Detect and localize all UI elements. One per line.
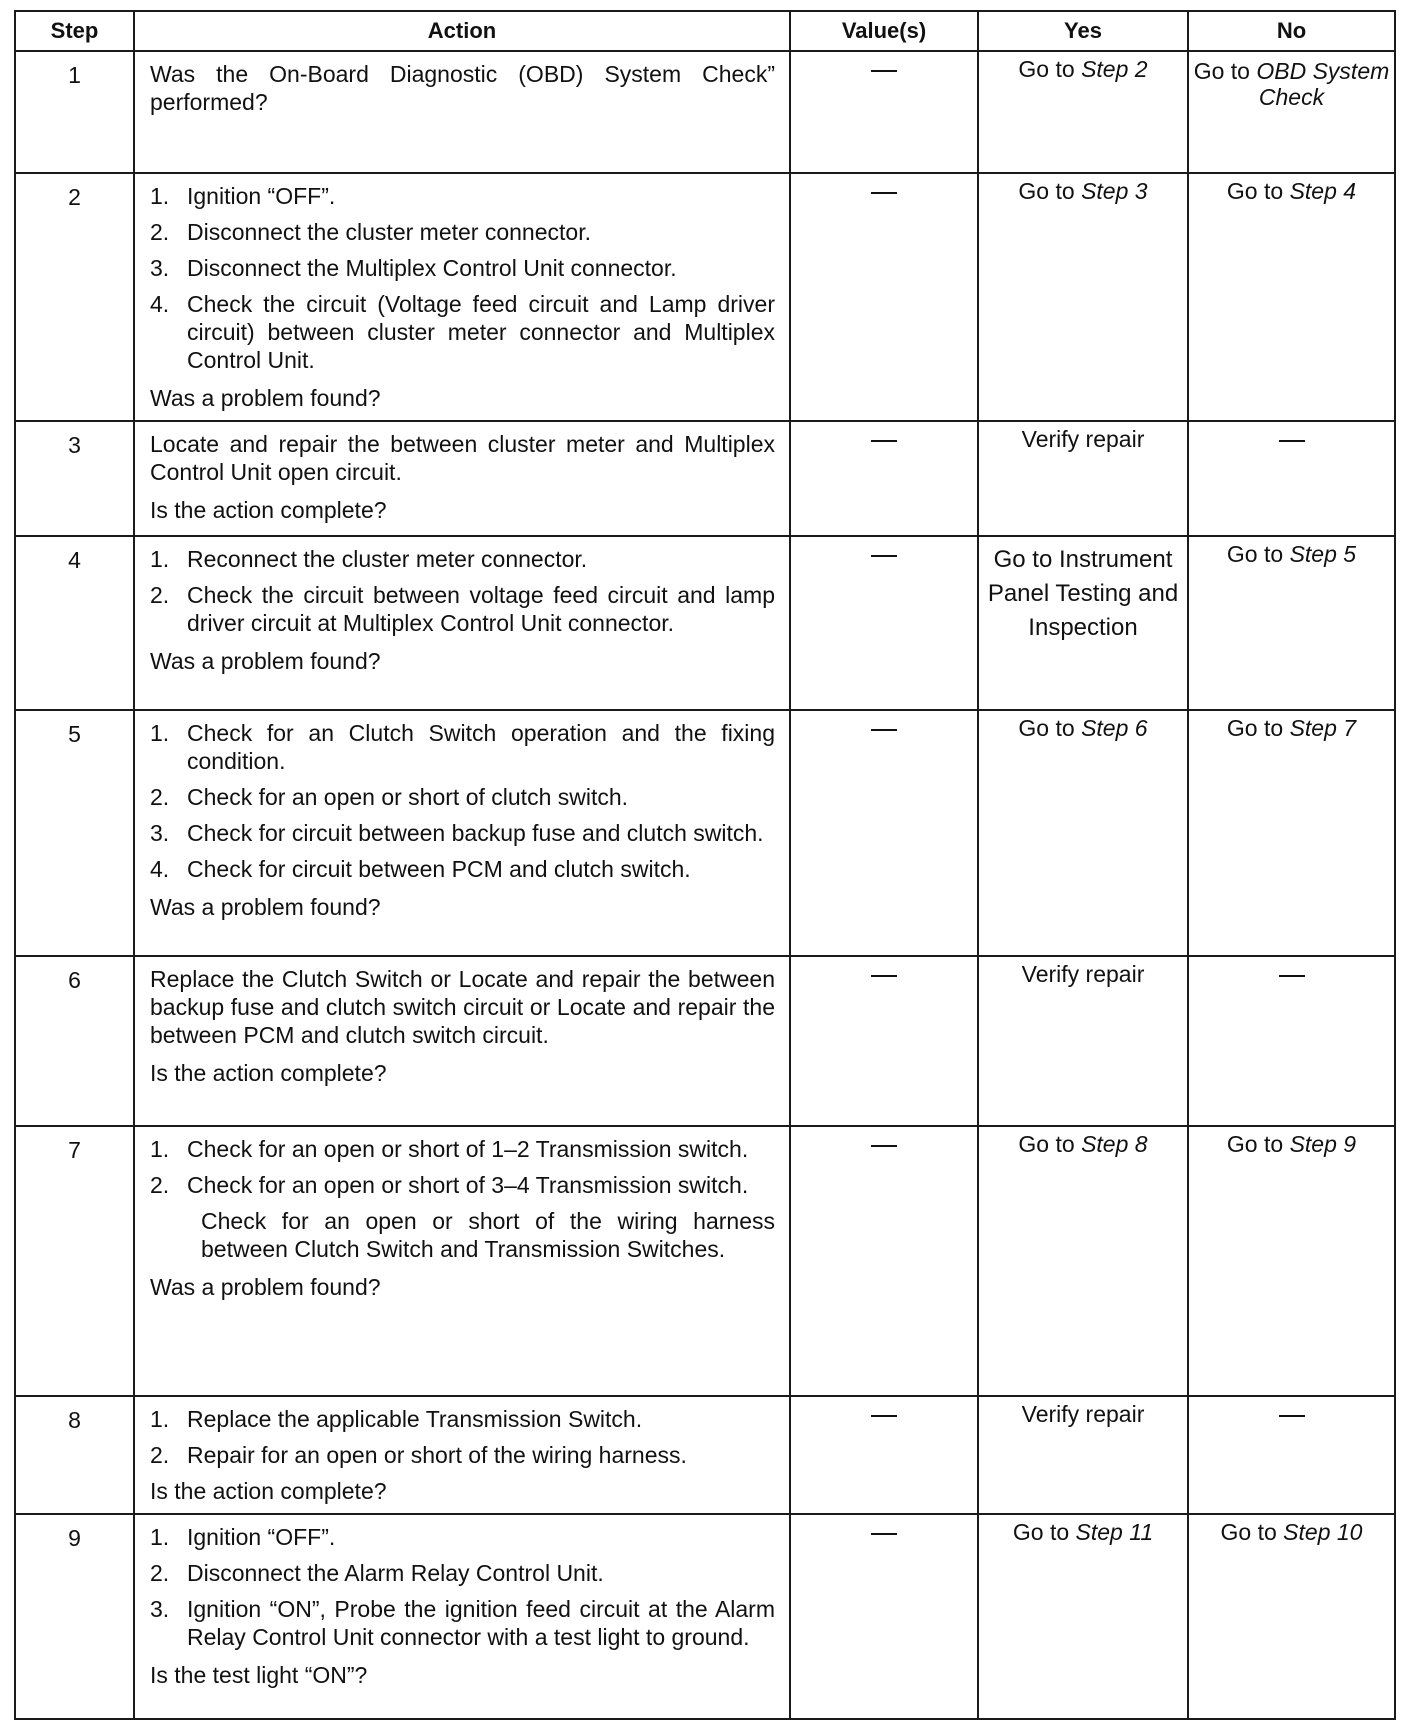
value-cell [790, 710, 978, 956]
yes-cell: Go to Step 6 [978, 710, 1188, 956]
action-cell [134, 1514, 790, 1719]
yes-step-ref: Step 8 [1081, 1131, 1148, 1157]
header-action: Action [134, 11, 790, 51]
value-cell [790, 1514, 978, 1719]
step-number: 1 [15, 51, 134, 173]
list-item: 2. Check the circuit between voltage feed circuit and lamp driver circuit at Multiplex Control Unit connector. [150, 582, 775, 636]
list-item: 1. Reconnect the cluster meter connector. [150, 546, 588, 572]
list-item: 2. Check for an open or short of clutch switch. [150, 784, 629, 810]
list-item: 2. Check for an open or short of 3–4 Transmission switch. [150, 1172, 749, 1198]
action-question: Was a problem found? [150, 385, 381, 411]
step-number: 3 [15, 421, 134, 536]
action-cell [134, 710, 790, 956]
table-row [15, 173, 1395, 421]
no-step-ref: Step 4 [1289, 178, 1357, 204]
table-row [15, 536, 1395, 710]
list-item: 3. Ignition “ON”, Probe the ignition feed circuit at the Alarm Relay Control Unit connector with a test light to ground. [150, 1596, 775, 1650]
dash-value [871, 1415, 897, 1417]
list-item: 1. Ignition “OFF”. [150, 1524, 336, 1550]
no-step-ref: Step 9 [1289, 1131, 1357, 1157]
yes-step-ref: Step 3 [1081, 178, 1148, 204]
list-item: 3. Check for circuit between backup fuse and clutch switch. [150, 820, 764, 846]
value-cell [790, 51, 978, 173]
list-item: 3. Disconnect the Multiplex Control Unit connector. [150, 255, 677, 281]
action-question: Is the action complete? [150, 1060, 387, 1086]
no-step-ref: Step 10 [1283, 1519, 1363, 1545]
yes-cell: Go to Step 3 [978, 173, 1188, 421]
yes-cell [978, 51, 1188, 173]
list-item: 2. Repair for an open or short of the wiring harness. [150, 1442, 687, 1468]
action-question: Was a problem found? [150, 894, 381, 920]
action-question: Is the action complete? [150, 1478, 387, 1504]
no-cell: Go to Step 4 [1188, 173, 1395, 421]
dash-value [871, 1533, 897, 1535]
no-cell: Go to Step 10 [1188, 1514, 1395, 1719]
dash-value [871, 729, 897, 731]
action-text: Was the On-Board Diagnostic (OBD) System Check” performed? [150, 61, 775, 115]
value-cell [790, 536, 978, 710]
no-cell [1188, 956, 1395, 1126]
yes-step-ref: Step 11 [1075, 1519, 1154, 1545]
step-number: 9 [15, 1514, 134, 1719]
no-cell [1188, 421, 1395, 536]
dash-value [871, 192, 897, 194]
action-question: Is the action complete? [150, 497, 387, 523]
sub-item: Check for an open or short of the wiring harness between Clutch Switch and Transmission Switches. [201, 1208, 775, 1262]
action-question: Is the test light “ON”? [150, 1662, 368, 1688]
table-row [15, 421, 1395, 536]
no-cell [1188, 1396, 1395, 1514]
no-prefix: Go to [1193, 58, 1250, 84]
dash-no [1279, 440, 1305, 442]
table-row [15, 956, 1395, 1126]
step-number: 2 [15, 173, 134, 421]
step-number: 4 [15, 536, 134, 710]
dash-value [871, 975, 897, 977]
table-row [15, 710, 1395, 956]
list-item: 4. Check the circuit (Voltage feed circuit and Lamp driver circuit) between cluster meter connector and Multiplex Control Unit. [150, 291, 775, 373]
table-row [15, 51, 1395, 173]
step-number: 5 [15, 710, 134, 956]
dash-no [1279, 975, 1305, 977]
action-cell [134, 421, 790, 536]
yes-cell: Go to Step 8 [978, 1126, 1188, 1396]
yes-cell: Go to Step 11 [978, 1514, 1188, 1719]
header-step: Step [15, 11, 134, 51]
yes-cell: Go to Instrument Panel Testing and Inspection [978, 536, 1188, 710]
value-cell [790, 1396, 978, 1514]
action-cell [134, 173, 790, 421]
no-cell: Go to Step 7 [1188, 710, 1395, 956]
table-row [15, 1514, 1395, 1719]
list-item: 1. Check for an open or short of 1–2 Transmission switch. [150, 1136, 749, 1162]
dash-no [1279, 1415, 1305, 1417]
yes-cell: Verify repair [978, 1396, 1188, 1514]
dash-value [871, 440, 897, 442]
value-cell [790, 956, 978, 1126]
yes-step-ref: Step 2 [1081, 56, 1148, 82]
header-yes: Yes [978, 11, 1188, 51]
list-item: 2. Disconnect the cluster meter connector. [150, 219, 591, 245]
action-cell [134, 51, 790, 173]
value-cell [790, 421, 978, 536]
yes-cell: Verify repair [978, 956, 1188, 1126]
action-cell [134, 1126, 790, 1396]
dash-value [871, 1145, 897, 1147]
header-no: No [1188, 11, 1395, 51]
action-question: Was a problem found? [150, 1274, 381, 1300]
yes-step-ref: Step 6 [1081, 715, 1148, 741]
step-number: 7 [15, 1126, 134, 1396]
action-question: Was a problem found? [150, 648, 381, 674]
table-row [15, 1126, 1395, 1396]
no-step-ref: OBD System Check [1256, 58, 1390, 110]
list-item: 1. Ignition “OFF”. [150, 183, 336, 209]
dash-value [871, 70, 897, 72]
no-cell: Go to Step 5 [1188, 536, 1395, 710]
no-step-ref: Step 5 [1289, 541, 1357, 567]
step-number: 6 [15, 956, 134, 1126]
action-cell [134, 1396, 790, 1514]
list-item: 1. Check for an Clutch Switch operation and the fixing condition. [150, 720, 775, 774]
step-number: 8 [15, 1396, 134, 1514]
dash-value [871, 555, 897, 557]
header-values: Value(s) [790, 11, 978, 51]
action-text: Replace the Clutch Switch or Locate and repair the between backup fuse and clutch switch circuit or Locate and repair the between PCM and clutch switch circuit. [150, 966, 775, 1048]
action-text: Locate and repair the between cluster meter and Multiplex Control Unit open circuit. [150, 431, 775, 485]
action-cell [134, 536, 790, 710]
list-item: 1. Replace the applicable Transmission Switch. [150, 1406, 643, 1432]
no-cell [1188, 51, 1395, 173]
yes-cell: Verify repair [978, 421, 1188, 536]
yes-prefix: Go to [1018, 56, 1075, 82]
diagnostic-table [14, 10, 1396, 1720]
no-cell: Go to Step 9 [1188, 1126, 1395, 1396]
action-cell [134, 956, 790, 1126]
list-item: 2. Disconnect the Alarm Relay Control Unit. [150, 1560, 604, 1586]
value-cell [790, 1126, 978, 1396]
list-item: 4. Check for circuit between PCM and clutch switch. [150, 856, 691, 882]
value-cell [790, 173, 978, 421]
table-row [15, 1396, 1395, 1514]
no-step-ref: Step 7 [1289, 715, 1357, 741]
header-row [15, 11, 1395, 51]
